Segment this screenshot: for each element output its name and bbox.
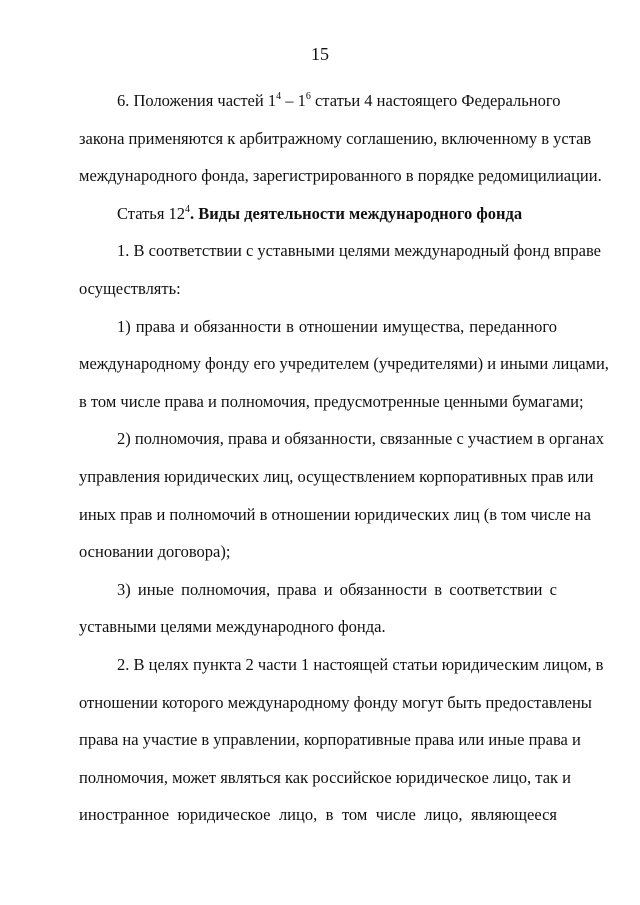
subitem-2-line-4: основании договора); xyxy=(79,542,231,562)
subitem-1-line-1: 1) права и обязанности в отношении имущества, переданного xyxy=(117,316,557,336)
paragraph-6-line-3: международного фонда, зарегистрированного в порядке редомицилиации. xyxy=(79,166,602,186)
item-1 xyxy=(79,238,601,313)
item-2-line-4: полномочия, может являться как российское юридическое лицо, так и xyxy=(79,767,571,787)
paragraph-6-line-2: закона применяются к арбитражному соглашению, включенному в устав xyxy=(79,128,592,148)
item-2-line-2: отношении которого международному фонду могут быть предоставлены xyxy=(79,692,592,712)
paragraph-6-text-b: – 1 xyxy=(281,91,306,110)
paragraph-6-line-1 xyxy=(79,88,561,126)
item-2 xyxy=(79,652,604,840)
paragraph-6 xyxy=(79,88,602,201)
subitem-3 xyxy=(79,577,557,652)
article-heading xyxy=(79,201,557,239)
item-2-line-5: иностранное юридическое лицо, в том числе лицо, являющееся xyxy=(79,805,557,825)
item-1-line-2: осуществлять: xyxy=(79,278,181,298)
subitem-2 xyxy=(79,426,604,576)
article-prefix: Статья 12 xyxy=(117,203,186,223)
subitem-1-line-3: в том числе права и полномочия, предусмотренные ценными бумагами; xyxy=(79,391,584,411)
subitem-1-line-2: международному фонду его учредителем (учредителями) и иными лицами, xyxy=(79,354,609,374)
paragraph-6-text-a: 6. Положения частей 1 xyxy=(117,91,277,110)
item-1-line-1: 1. В соответствии с уставными целями международный фонд вправе xyxy=(117,241,601,261)
superscript-6: 6 xyxy=(305,91,311,102)
subitem-3-line-2: уставными целями международного фонда. xyxy=(79,617,386,637)
item-2-line-1: 2. В целях пункта 2 части 1 настоящей статьи юридическим лицом, в xyxy=(117,654,604,674)
item-2-line-3: права на участие в управлении, корпоративные права или иные права и xyxy=(79,730,581,750)
subitem-2-line-1: 2) полномочия, права и обязанности, связанные с участием в органах xyxy=(117,429,604,449)
superscript-4: 4 xyxy=(276,91,282,102)
subitem-2-line-2: управления юридических лиц, осуществлением корпоративных прав или xyxy=(79,466,594,486)
subitem-1 xyxy=(79,314,609,427)
page-number: 15 xyxy=(311,44,329,64)
paragraph-6-text-c: статьи 4 настоящего Федерального xyxy=(310,91,561,110)
document-body xyxy=(79,88,609,840)
subitem-2-line-3: иных прав и полномочий в отношении юридических лиц (в том числе на xyxy=(79,504,591,524)
article-title: . Виды деятельности международного фонда xyxy=(190,203,523,223)
subitem-3-line-1: 3) иные полномочия, права и обязанности в соответствии с xyxy=(117,579,557,599)
article-superscript: 4 xyxy=(185,203,191,215)
